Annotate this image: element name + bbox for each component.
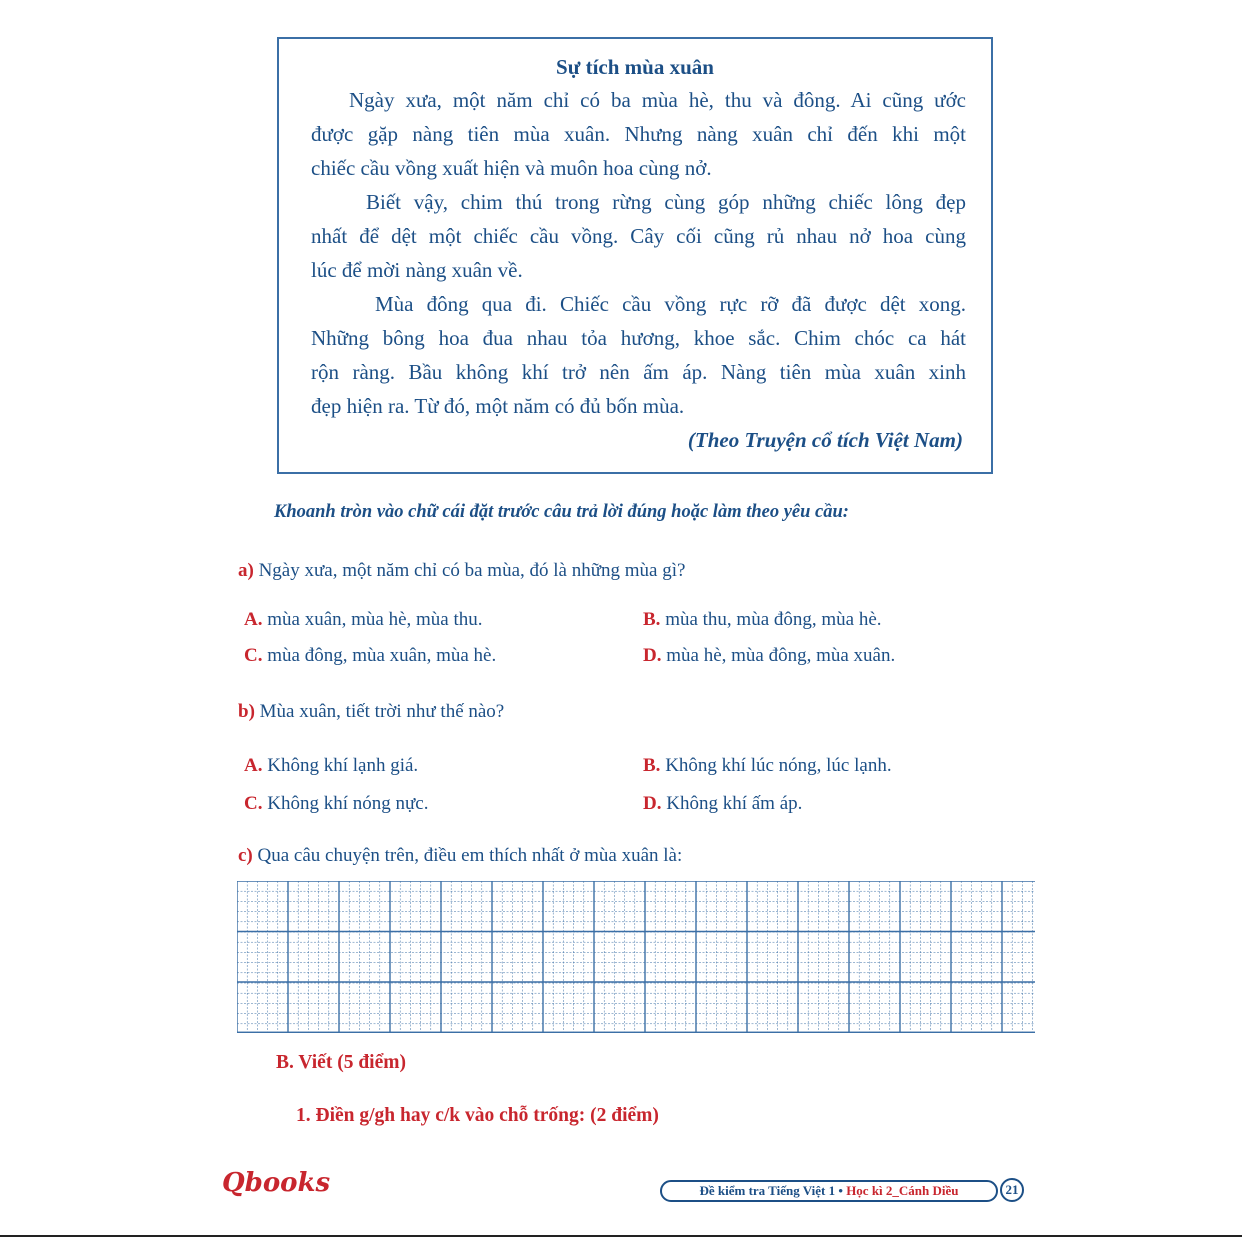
page-number: 21 — [1000, 1178, 1024, 1202]
story-line: rộn ràng. Bầu không khí trở nên ấm áp. Nàng tiên mùa xuân xinh — [311, 360, 966, 384]
option-a-D[interactable] — [643, 645, 895, 667]
question-label: c) — [238, 845, 253, 866]
footer-separator: • — [835, 1183, 847, 1198]
story-title: Sự tích mùa xuân — [556, 55, 714, 79]
option-b-B[interactable] — [643, 755, 892, 777]
question-label: b) — [238, 701, 255, 722]
exercise-1-title: 1. Điền g/gh hay c/k vào chỗ trống: (2 điểm) — [296, 1105, 659, 1126]
option-text: Không khí lúc nóng, lúc lạnh. — [665, 755, 892, 776]
section-b-title: B. Viết (5 điểm) — [276, 1052, 406, 1073]
footer-book-title: Đề kiểm tra Tiếng Việt 1 — [699, 1183, 836, 1198]
option-letter: B. — [643, 755, 661, 776]
option-letter: D. — [643, 645, 662, 666]
instruction: Khoanh tròn vào chữ cái đặt trước câu trả lời đúng hoặc làm theo yêu cầu: — [274, 502, 849, 522]
option-text: Không khí ấm áp. — [666, 793, 803, 814]
qbooks-logo: Qbooks — [222, 1168, 331, 1198]
option-letter: D. — [643, 793, 662, 814]
question-b — [238, 701, 504, 723]
bottom-rule — [0, 1235, 1242, 1237]
option-text: Không khí lạnh giá. — [267, 755, 419, 776]
footer-book-label — [660, 1180, 998, 1202]
option-text: mùa hè, mùa đông, mùa xuân. — [666, 645, 896, 666]
option-letter: B. — [643, 609, 661, 630]
question-text: Mùa xuân, tiết trời như thế nào? — [259, 701, 505, 722]
option-b-D[interactable] — [643, 793, 802, 815]
footer-term: Học kì 2_Cánh Diều — [846, 1183, 959, 1198]
story-line: lúc để mời nàng xuân về. — [311, 258, 523, 282]
option-text: mùa đông, mùa xuân, mùa hè. — [267, 645, 497, 666]
writing-grid[interactable] — [237, 881, 1035, 1038]
question-c — [238, 845, 682, 867]
option-a-C[interactable] — [244, 645, 496, 667]
question-text: Ngày xưa, một năm chỉ có ba mùa, đó là những mùa gì? — [258, 560, 686, 581]
option-text: mùa xuân, mùa hè, mùa thu. — [267, 609, 483, 630]
question-text: Qua câu chuyện trên, điều em thích nhất ở mùa xuân là: — [257, 845, 683, 866]
story-line: Mùa đông qua đi. Chiếc cầu vồng rực rỡ đã được dệt xong. — [375, 292, 966, 316]
story-line: đẹp hiện ra. Từ đó, một năm có đủ bốn mùa. — [311, 394, 685, 418]
option-b-A[interactable] — [244, 755, 418, 777]
option-text: Không khí nóng nực. — [267, 793, 429, 814]
question-a — [238, 560, 685, 582]
story-line: Những bông hoa đua nhau tỏa hương, khoe sắc. Chim chóc ca hát — [311, 326, 966, 350]
story-line: được gặp nàng tiên mùa xuân. Nhưng nàng xuân chỉ đến khi một — [311, 122, 966, 146]
writing-grid-lines — [237, 881, 1035, 1033]
story-source: (Theo Truyện cổ tích Việt Nam) — [687, 428, 963, 452]
option-b-C[interactable] — [244, 793, 428, 815]
option-a-A[interactable] — [244, 609, 483, 631]
story-box — [277, 37, 993, 474]
story-line: chiếc cầu vồng xuất hiện và muôn hoa cùng nở. — [311, 156, 712, 180]
option-letter: C. — [244, 645, 263, 666]
option-letter: C. — [244, 793, 263, 814]
story-line: Biết vậy, chim thú trong rừng cùng góp những chiếc lông đẹp — [366, 190, 966, 214]
option-letter: A. — [244, 755, 263, 776]
option-a-B[interactable] — [643, 609, 882, 631]
option-letter: A. — [244, 609, 263, 630]
option-text: mùa thu, mùa đông, mùa hè. — [665, 609, 882, 630]
question-label: a) — [238, 560, 254, 581]
story-line: Ngày xưa, một năm chỉ có ba mùa hè, thu và đông. Ai cũng ước — [349, 88, 966, 112]
story-line: nhất để dệt một chiếc cầu vồng. Cây cối cũng rủ nhau nở hoa cùng — [311, 224, 966, 248]
